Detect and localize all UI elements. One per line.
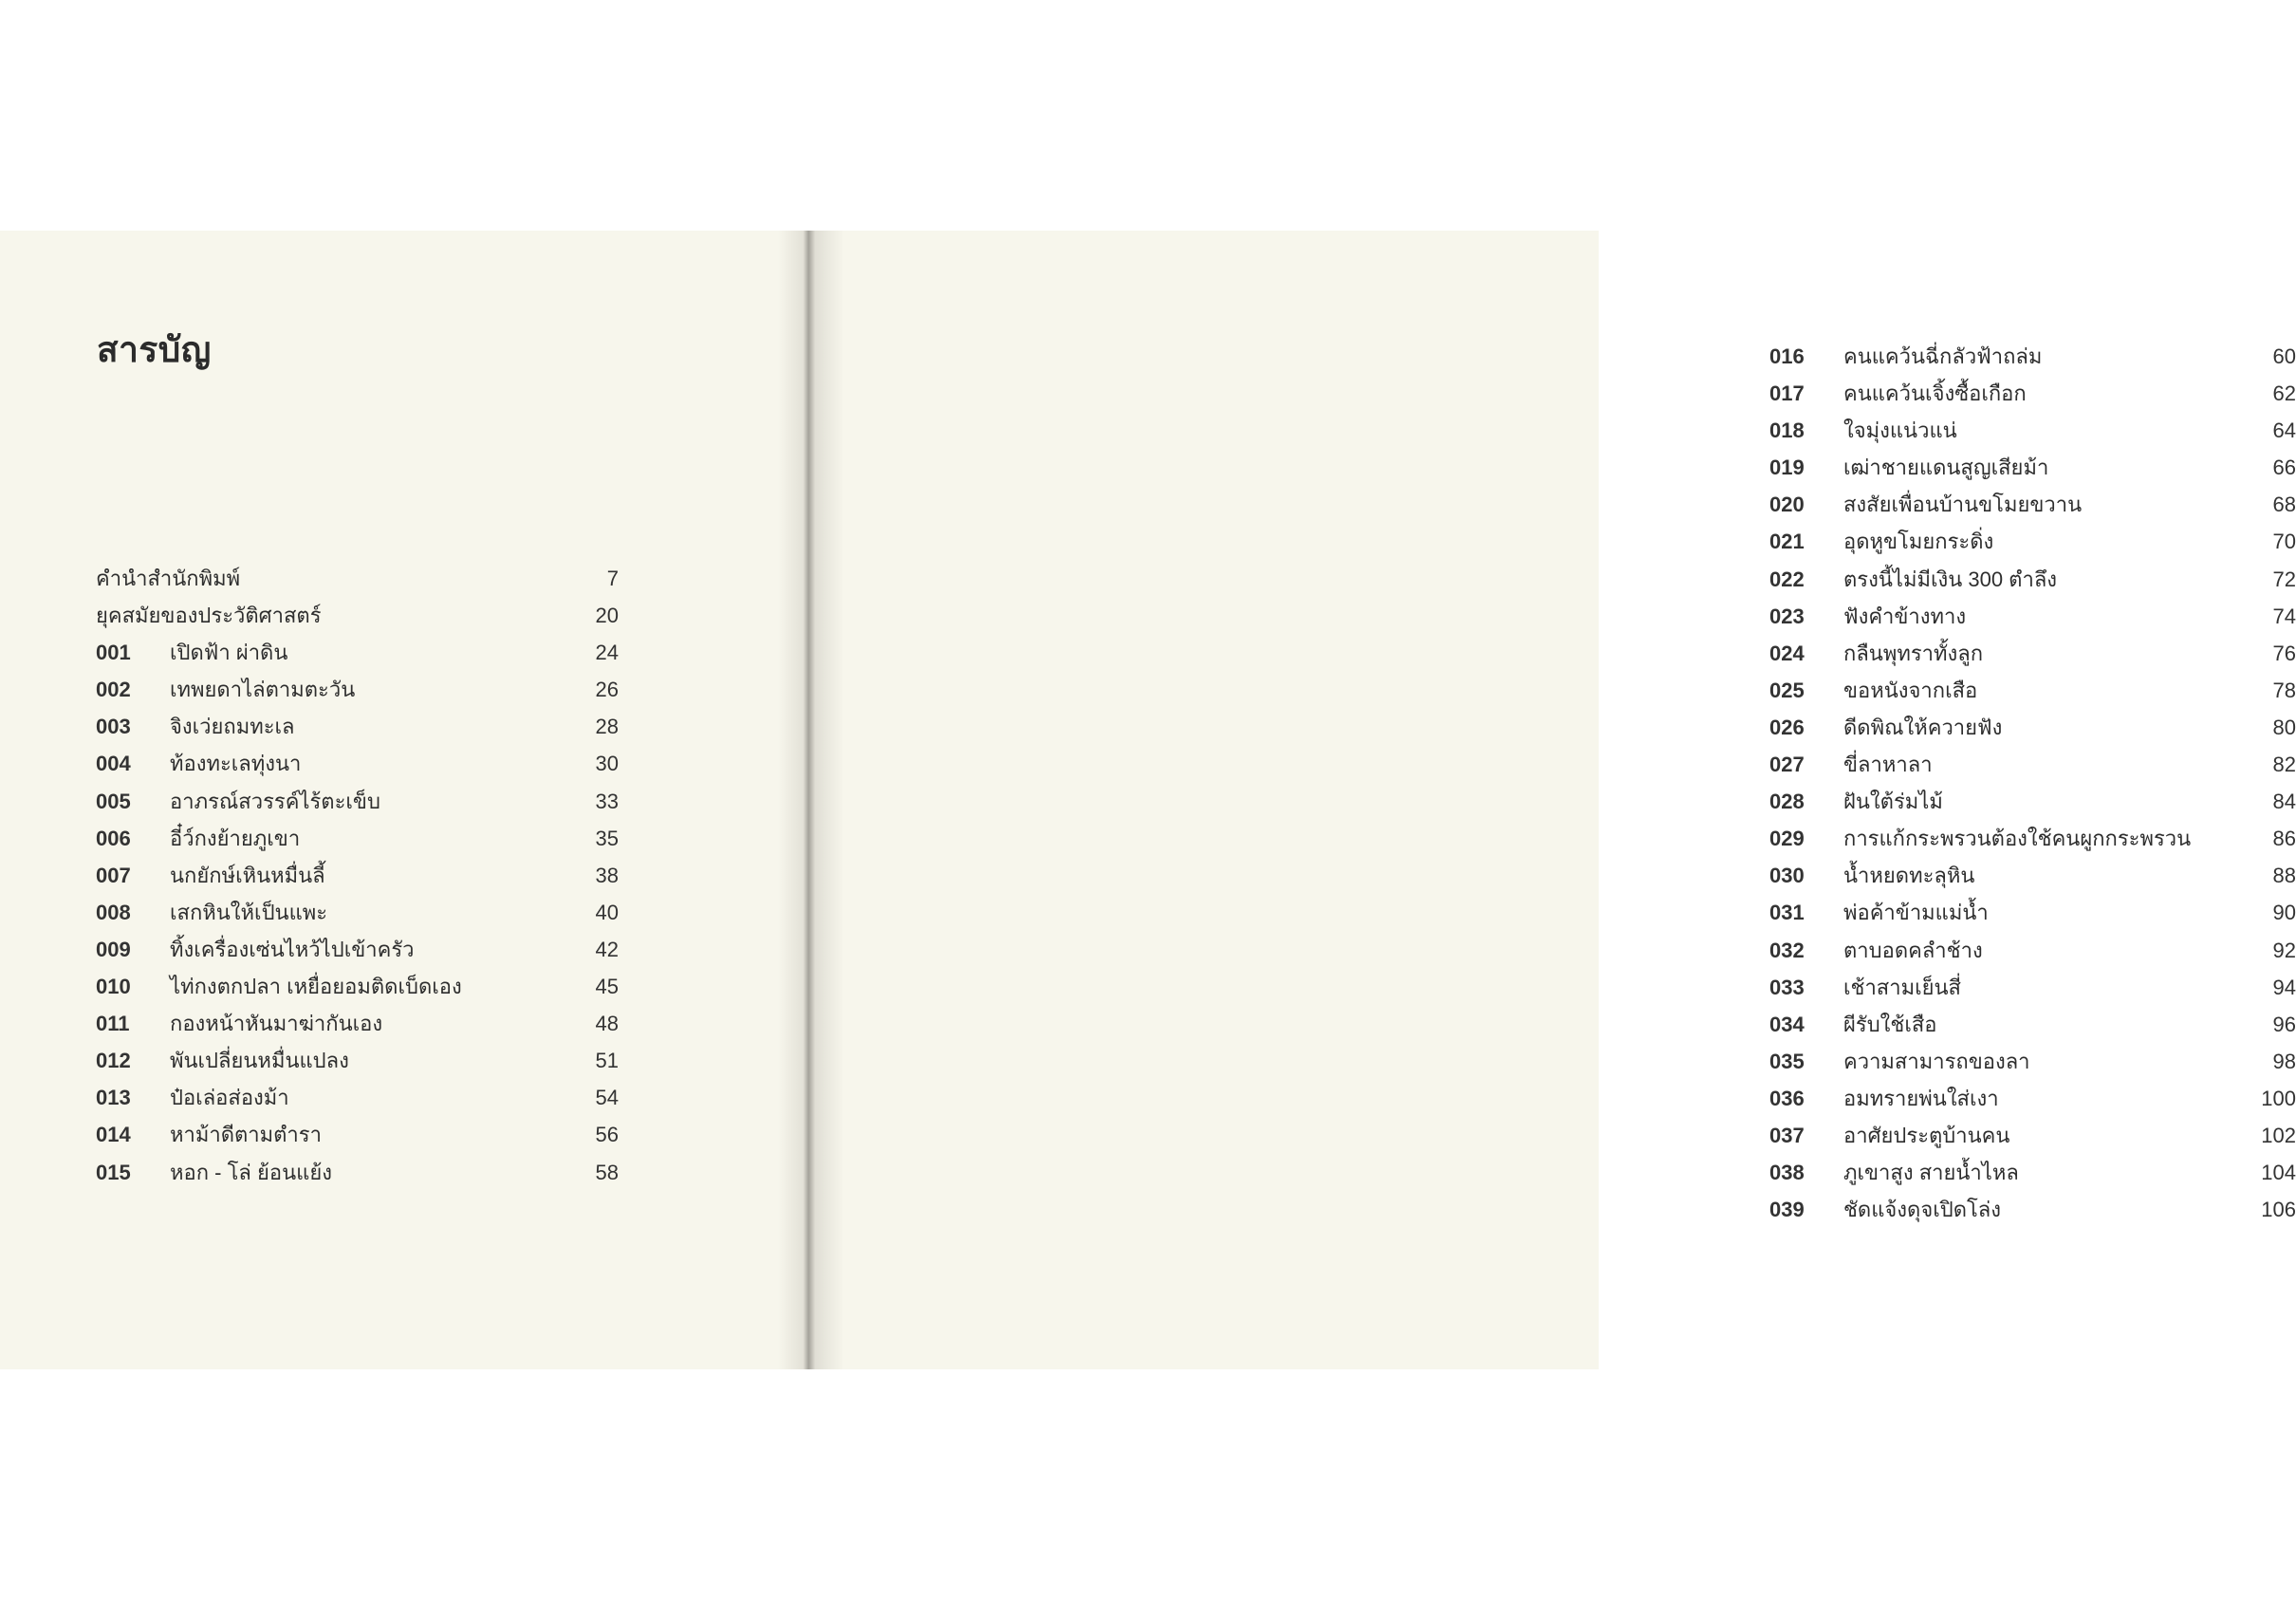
toc-entry-number: 005: [96, 789, 131, 813]
toc-entry-title: ดีดพิณให้ควายฟัง: [1843, 715, 2003, 739]
toc-entry: [1769, 562, 2296, 599]
toc-entry-title: ตรงนี้ไม่มีเงิน 300 ตำลึง: [1843, 567, 2058, 591]
toc-entry-number: 031: [1769, 901, 1805, 925]
toc-entry: [96, 969, 622, 1006]
toc-entry-number: 024: [1769, 641, 1805, 665]
toc-entry: [1769, 1081, 2296, 1118]
toc-entry-title: ขี่ลาหาลา: [1843, 753, 1933, 777]
toc-entry-number: 023: [1769, 604, 1805, 628]
toc-entry-number: 030: [1769, 864, 1805, 888]
toc-entry: [1769, 1118, 2296, 1155]
toc-entry-page: 78: [2272, 678, 2296, 702]
toc-entry-title: นกยักษ์เหินหมื่นลี้: [170, 863, 325, 887]
toc-entry-number: 028: [1769, 790, 1805, 814]
toc-entry-title: ป๋อเล่อส่องม้า: [170, 1086, 289, 1110]
toc-entry-title: การแก้กระพรวนต้องใช้คนผูกกระพรวน: [1843, 827, 2192, 851]
toc-entry-title: อุดหูขโมยกระดิ่ง: [1843, 530, 1994, 554]
toc-entry-page: 38: [595, 863, 619, 887]
toc-entry-number: 016: [1769, 344, 1805, 368]
toc-entry-number: 032: [1769, 938, 1805, 962]
toc-entry-title: ความสามารถของลา: [1843, 1049, 2030, 1073]
toc-entry-page: 26: [595, 678, 619, 702]
toc-entry: [96, 1155, 622, 1192]
toc-list-right: [1769, 339, 2296, 1229]
toc-entry-title: จิงเว่ยถมทะเล: [170, 715, 295, 739]
toc-entry: [96, 858, 622, 895]
toc-entry-page: 56: [595, 1123, 619, 1147]
toc-entry-page: 7: [606, 567, 619, 590]
toc-entry-number: 012: [96, 1049, 131, 1073]
toc-entry-page: 60: [2272, 344, 2296, 368]
toc-entry-page: 72: [2272, 567, 2296, 591]
toc-entry: [1769, 821, 2296, 858]
toc-entry-page: 90: [2272, 901, 2296, 925]
toc-entry: [96, 635, 622, 672]
toc-entry-title: เฒ่าชายแดนสูญเสียม้า: [1843, 456, 2049, 480]
toc-entry-title: ชัดแจ้งดุจเปิดโล่ง: [1843, 1198, 2002, 1222]
toc-entry: [1769, 413, 2296, 450]
toc-entry-title: เช้าสามเย็นสี่: [1843, 975, 1961, 999]
toc-entry: [1769, 636, 2296, 673]
right-page: [816, 231, 2296, 1369]
toc-entry-number: 026: [1769, 715, 1805, 739]
toc-entry: [1769, 933, 2296, 970]
toc-entry-title: กองหน้าหันมาฆ่ากันเอง: [170, 1012, 383, 1036]
toc-entry: [1769, 1044, 2296, 1081]
toc-entry-page: 51: [595, 1049, 619, 1073]
toc-entry-title: ทิ้งเครื่องเซ่นไหว้ไปเข้าครัว: [170, 937, 415, 961]
toc-entry: [96, 1117, 622, 1154]
toc-entry-number: 018: [1769, 418, 1805, 443]
toc-entry-page: 66: [2272, 456, 2296, 480]
toc-entry: [96, 746, 622, 783]
left-page: [0, 231, 811, 1369]
toc-entry: [1769, 710, 2296, 747]
toc-entry-page: 84: [2272, 790, 2296, 814]
toc-entry-page: 28: [595, 715, 619, 739]
toc-entry-title: อี๋ว์กงย้ายภูเขา: [170, 826, 301, 850]
toc-entry-number: 008: [96, 900, 131, 924]
toc-entry-page: 70: [2272, 530, 2296, 554]
toc-entry: [1769, 339, 2296, 376]
toc-entry-page: 54: [595, 1086, 619, 1110]
toc-entry-title: กลืนพุทราทั้งลูก: [1843, 641, 1984, 665]
toc-entry-page: 92: [2272, 938, 2296, 962]
toc-entry-number: 021: [1769, 530, 1805, 554]
toc-entry-number: 034: [1769, 1012, 1805, 1036]
toc-entry-page: 33: [595, 789, 619, 813]
toc-entry-title: คนแคว้นเจิ้งซื้อเกือก: [1843, 381, 2027, 406]
toc-entry-title: ตาบอดคลำช้าง: [1843, 938, 1983, 962]
toc-entry-number: 004: [96, 752, 131, 776]
toc-entry-number: 029: [1769, 827, 1805, 851]
toc-entry-number: 017: [1769, 381, 1805, 406]
toc-entry-title: สงสัยเพื่อนบ้านขโมยขวาน: [1843, 493, 2083, 517]
toc-entry-title: พันเปลี่ยนหมื่นแปลง: [170, 1049, 349, 1073]
toc-entry-number: 025: [1769, 678, 1805, 702]
toc-entry-page: 88: [2272, 864, 2296, 888]
toc-entry-number: 038: [1769, 1161, 1805, 1185]
toc-entry-page: 96: [2272, 1012, 2296, 1036]
toc-entry-page: 86: [2272, 827, 2296, 851]
toc-entry-title: หอก - โล่ ย้อนแย้ง: [170, 1160, 332, 1184]
toc-entry: [1769, 524, 2296, 561]
toc-entry: [1769, 858, 2296, 895]
toc-entry-title: เสกหินให้เป็นแพะ: [170, 900, 328, 924]
toc-entry-page: 35: [595, 826, 619, 850]
toc-entry-number: 033: [1769, 975, 1805, 999]
toc-entry-title: หาม้าดีตามตำรา: [170, 1123, 322, 1147]
toc-entry-title: ภูเขาสูง สายน้ำไหล: [1843, 1161, 2019, 1185]
toc-entry-number: 006: [96, 826, 131, 850]
toc-entry-page: 76: [2272, 641, 2296, 665]
toc-entry-title: ขอหนังจากเสือ: [1843, 678, 1978, 702]
toc-entry: [1769, 376, 2296, 413]
toc-entry-page: 68: [2272, 493, 2296, 517]
toc-entry-number: 036: [1769, 1086, 1805, 1110]
toc-entry-number: 009: [96, 937, 131, 961]
toc-entry-number: 027: [1769, 753, 1805, 777]
toc-entry: [96, 1043, 622, 1080]
toc-entry-title: อาศัยประตูบ้านคน: [1843, 1123, 2010, 1147]
toc-entry: [96, 821, 622, 858]
toc-entry-page: 24: [595, 641, 619, 665]
toc-entry-number: 037: [1769, 1123, 1805, 1147]
book-spread: [0, 231, 2296, 1369]
toc-entry-page: 98: [2272, 1049, 2296, 1073]
toc-entry-page: 45: [595, 975, 619, 999]
toc-entry-title: คำนำสำนักพิมพ์: [96, 567, 241, 590]
toc-entry: [1769, 784, 2296, 821]
toc-entry-page: 94: [2272, 975, 2296, 999]
toc-entry-page: 42: [595, 937, 619, 961]
toc-entry-title: ไท่กงตกปลา เหยื่อยอมติดเบ็ดเอง: [170, 975, 462, 999]
toc-entry: [96, 1080, 622, 1117]
toc-entry-page: 30: [595, 752, 619, 776]
toc-entry: [1769, 1192, 2296, 1229]
toc-entry-title: น้ำหยดทะลุหิน: [1843, 864, 1975, 888]
toc-entry-number: 007: [96, 863, 131, 887]
toc-entry-page: 104: [2261, 1161, 2296, 1185]
toc-entry: [1769, 450, 2296, 487]
toc-entry: [96, 672, 622, 709]
toc-entry: [1769, 1155, 2296, 1192]
toc-entry-page: 100: [2261, 1086, 2296, 1110]
toc-entry-number: 020: [1769, 493, 1805, 517]
toc-entry: [1769, 599, 2296, 636]
toc-entry-number: 039: [1769, 1198, 1805, 1222]
page-title: สารบัญ: [97, 330, 212, 369]
toc-entry-page: 82: [2272, 753, 2296, 777]
toc-entry-page: 106: [2261, 1198, 2296, 1222]
toc-entry-number: 035: [1769, 1049, 1805, 1073]
toc-entry-title: เปิดฟ้า ผ่าดิน: [170, 641, 288, 665]
toc-list-left: [96, 561, 622, 1192]
toc-entry-title: ฝันใต้ร่มไม้: [1843, 790, 1943, 814]
toc-entry-title: ฟังคำข้างทาง: [1843, 604, 1967, 628]
toc-entry-title: คนแคว้นฉี่กลัวฟ้าถล่ม: [1843, 344, 2043, 368]
toc-entry-title: เทพยดาไล่ตามตะวัน: [170, 678, 356, 702]
toc-entry-page: 74: [2272, 604, 2296, 628]
toc-entry-number: 019: [1769, 456, 1805, 480]
toc-entry-title: อาภรณ์สวรรค์ไร้ตะเข็บ: [170, 789, 380, 813]
toc-entry-page: 40: [595, 900, 619, 924]
toc-entry-page: 64: [2272, 418, 2296, 443]
toc-entry-number: 014: [96, 1123, 131, 1147]
toc-entry-number: 011: [96, 1012, 130, 1036]
toc-entry: [1769, 747, 2296, 784]
toc-entry: [1769, 970, 2296, 1007]
toc-entry: [1769, 1007, 2296, 1044]
toc-entry: [1769, 487, 2296, 524]
toc-entry-page: 48: [595, 1012, 619, 1036]
toc-entry-page: 20: [595, 604, 619, 628]
toc-entry: [1769, 895, 2296, 932]
toc-entry-number: 022: [1769, 567, 1805, 591]
toc-entry: [96, 784, 622, 821]
toc-entry-number: 010: [96, 975, 131, 999]
toc-entry: [96, 895, 622, 932]
toc-entry-title: ท้องทะเลทุ่งนา: [170, 752, 302, 776]
toc-entry: [96, 932, 622, 969]
toc-entry-title: ยุคสมัยของประวัติศาสตร์: [96, 604, 322, 628]
toc-entry-title: ผีรับใช้เสือ: [1843, 1012, 1937, 1036]
toc-entry: [96, 561, 622, 598]
toc-entry: [96, 1006, 622, 1043]
toc-entry-page: 80: [2272, 715, 2296, 739]
toc-entry-number: 003: [96, 715, 131, 739]
toc-entry-page: 58: [595, 1160, 619, 1184]
toc-entry-title: พ่อค้าข้ามแม่น้ำ: [1843, 901, 1989, 925]
toc-entry-page: 102: [2261, 1123, 2296, 1147]
toc-entry-title: อมทรายพ่นใส่เงา: [1843, 1086, 1999, 1110]
toc-entry: [1769, 673, 2296, 710]
toc-entry: [96, 709, 622, 746]
toc-entry-number: 013: [96, 1086, 131, 1110]
toc-entry-page: 62: [2272, 381, 2296, 406]
toc-entry-title: ใจมุ่งแน่วแน่: [1843, 418, 1957, 443]
toc-entry-number: 015: [96, 1160, 131, 1184]
toc-entry: [96, 598, 622, 635]
toc-entry-number: 002: [96, 678, 131, 702]
toc-entry-number: 001: [96, 641, 131, 665]
